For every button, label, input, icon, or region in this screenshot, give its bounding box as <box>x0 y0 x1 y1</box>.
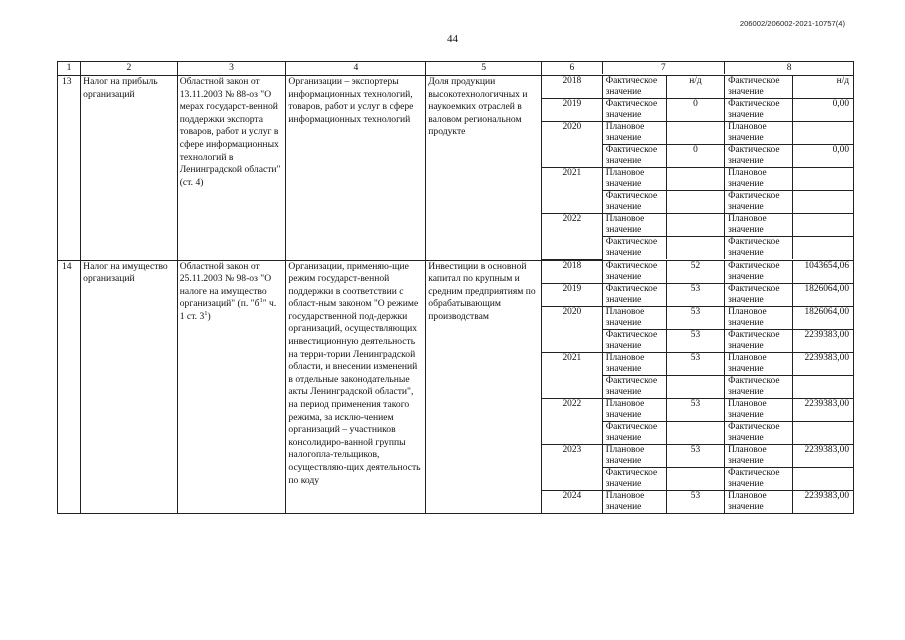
year-cell: 2023 <box>542 444 602 490</box>
value-8 <box>793 237 853 260</box>
value-8: 0,00 <box>793 145 853 168</box>
value-type-8: Фактическое значение <box>725 261 793 284</box>
value-8: 2239383,00 <box>793 444 853 467</box>
organizations-description: Организации, применяю-щие режим государст-венной поддержки в соответствии с област-ным законом "О режиме государственной под-держки организаций, осуществляющих инвестиционную деятельность на терри-тории Ленинградской области, и внесении изменений в отдельные законодательные акты Ленинградской области", на период применения такого режима, за исклю-чением организаций – участников консолидиро-ванной группы налогопла-тельщиков, осуществляю-щих деятельность по коду <box>286 260 426 513</box>
value-8 <box>793 191 853 214</box>
value-7 <box>666 467 724 490</box>
law-text-end: ) <box>207 310 211 322</box>
value-type-8: Фактическое значение <box>725 76 793 99</box>
value-type-7: Фактическое значение <box>602 145 666 168</box>
value-line <box>542 306 853 329</box>
header-cell-2: 2 <box>81 62 178 76</box>
value-type-7: Фактическое значение <box>602 329 666 352</box>
value-type-8: Фактическое значение <box>725 237 793 260</box>
value-type-8: Фактическое значение <box>725 375 793 398</box>
value-8: 2239383,00 <box>804 490 849 501</box>
law-text-mid: " ч. 1 ст. 3 <box>179 298 277 322</box>
value-type-7: Фактическое значение <box>602 191 666 214</box>
value-7: 53 <box>666 329 724 352</box>
indicator: Инвестиции в основной капитал по крупным и средним предприятиям по обрабатывающим производствам <box>426 260 542 513</box>
value-8 <box>793 122 853 145</box>
values-inner-table <box>542 76 853 260</box>
value-line <box>542 352 853 375</box>
header-cell-6-8 <box>542 62 854 76</box>
value-line <box>542 261 853 284</box>
value-7 <box>666 191 724 214</box>
value-type-8: Плановое значение <box>725 352 793 375</box>
value-type-7: Фактическое значение <box>602 467 666 490</box>
value-type-7: Плановое значение <box>602 122 666 145</box>
value-type-7: Плановое значение <box>602 398 666 421</box>
value-8: 2239383,00 <box>793 352 853 375</box>
header-row <box>58 62 854 76</box>
value-7 <box>666 168 724 191</box>
value-type-8: Фактическое значение <box>725 145 793 168</box>
value-type-7: Фактическое значение <box>602 421 666 444</box>
value-8: 2239383,00 <box>793 398 853 421</box>
value-line <box>542 398 853 421</box>
value-8 <box>793 467 853 490</box>
value-8: н/д <box>793 76 853 99</box>
row-number: 14 <box>58 260 81 513</box>
value-line <box>542 283 853 306</box>
law-superscript: 1 <box>204 309 208 317</box>
value-type-8: Фактическое значение <box>725 329 793 352</box>
value-7 <box>666 122 724 145</box>
value-type-7: Плановое значение <box>602 444 666 467</box>
indicator: Доля продукции высокотехнологичных и наукоемких отраслей в валовом региональном продукте <box>426 76 542 261</box>
table-container <box>57 61 854 514</box>
tax-expenditure-table <box>57 61 854 514</box>
value-7: 52 <box>666 261 724 284</box>
value-7 <box>666 237 724 260</box>
value-7 <box>666 375 724 398</box>
value-type-7: Фактическое значение <box>602 76 666 99</box>
value-8: 1043654,06 <box>793 261 853 284</box>
value-type-8: Фактическое значение <box>725 467 793 490</box>
year-cell: 2020 <box>542 306 602 352</box>
header-cell-1: 1 <box>58 62 81 76</box>
header-cell-5: 5 <box>426 62 542 76</box>
value-type-7: Фактическое значение <box>602 261 666 284</box>
value-8: 1826064,00 <box>793 306 853 329</box>
law-text: Областной закон от 25.11.2003 № 98-оз "О налоге на имущество организаций" (п. "б <box>179 260 272 310</box>
value-8 <box>793 168 853 191</box>
year-cell: 2022 <box>542 214 602 260</box>
year-cell: 2021 <box>542 168 602 214</box>
year-cell: 2022 <box>542 398 602 444</box>
law-reference: Областной закон от 13.11.2003 № 88-оз "О мерах государст-венной поддержки экспорта товаров, работ и услуг в сфере информационных технологий в Ленинградской области" (ст. 4) <box>177 76 286 261</box>
value-type-7: Фактическое значение <box>602 99 666 122</box>
row-number: 13 <box>58 76 81 261</box>
year-cell: 2024 <box>542 490 602 513</box>
value-7: 53 <box>666 283 724 306</box>
value-type-8: Фактическое значение <box>725 191 793 214</box>
year-cell: 2021 <box>542 352 602 398</box>
value-type-8: Фактическое значение <box>725 99 793 122</box>
value-line <box>542 76 853 99</box>
value-type-8: Плановое значение <box>725 168 793 191</box>
value-type-8: Плановое значение <box>725 490 793 513</box>
header-cell-3: 3 <box>177 62 286 76</box>
tax-name: Налог на прибыль организаций <box>81 76 178 261</box>
value-line <box>542 99 853 122</box>
value-type-7: Плановое значение <box>602 168 666 191</box>
year-cell: 2019 <box>542 99 602 122</box>
value-7 <box>666 421 724 444</box>
header-inner <box>542 62 853 74</box>
value-line <box>542 490 853 513</box>
value-7: 53 <box>666 352 724 375</box>
value-type-8: Фактическое значение <box>725 283 793 306</box>
year-cell: 2018 <box>542 76 602 99</box>
value-7: 53 <box>666 444 724 467</box>
value-type-7: Плановое значение <box>602 214 666 237</box>
table-row <box>58 76 854 261</box>
table-row <box>58 260 854 513</box>
value-line <box>542 444 853 467</box>
value-line <box>542 122 853 145</box>
value-type-7: Плановое значение <box>602 490 666 513</box>
law-reference <box>177 260 286 513</box>
value-type-7: Плановое значение <box>602 306 666 329</box>
value-line <box>542 214 853 237</box>
values-block <box>542 260 854 513</box>
value-8: 1826064,00 <box>793 283 853 306</box>
header-cell-8: 8 <box>786 63 792 73</box>
value-type-8: Плановое значение <box>725 214 793 237</box>
law-superscript: 1 <box>259 297 263 305</box>
value-type-8: Фактическое значение <box>725 421 793 444</box>
value-7: 53 <box>666 490 724 513</box>
value-7: 0 <box>666 145 724 168</box>
value-type-8: Плановое значение <box>725 306 793 329</box>
header-cell-6: 6 <box>542 62 602 74</box>
value-7 <box>666 214 724 237</box>
value-7: 0 <box>666 99 724 122</box>
value-8 <box>793 421 853 444</box>
value-8: 2239383,00 <box>793 329 853 352</box>
value-7: 53 <box>666 306 724 329</box>
header-cell-4: 4 <box>286 62 426 76</box>
year-cell: 2020 <box>542 122 602 168</box>
value-type-7: Фактическое значение <box>602 283 666 306</box>
value-8: 0,00 <box>793 99 853 122</box>
value-7: 53 <box>666 398 724 421</box>
values-block <box>542 76 854 261</box>
value-line <box>542 168 853 191</box>
value-type-8: Плановое значение <box>725 122 793 145</box>
values-inner-table <box>542 261 853 513</box>
organizations-description: Организации – экспортеры информационных технологий, товаров, работ и услуг в сфере информационных технологий <box>286 76 426 261</box>
document-id: 206002/206002-2021-10757(4) <box>739 19 845 28</box>
value-type-7: Плановое значение <box>602 352 666 375</box>
header-cell-7: 7 <box>602 62 724 74</box>
page-number: 44 <box>447 33 458 45</box>
tax-name: Налог на имущество организаций <box>81 260 178 513</box>
value-type-7: Фактическое значение <box>602 237 666 260</box>
value-8 <box>793 375 853 398</box>
year-cell: 2019 <box>542 283 602 306</box>
value-type-8: Плановое значение <box>725 444 793 467</box>
value-type-8: Плановое значение <box>725 398 793 421</box>
value-8 <box>793 214 853 237</box>
value-7: н/д <box>666 76 724 99</box>
value-type-7: Фактическое значение <box>602 375 666 398</box>
year-cell: 2018 <box>542 261 602 284</box>
